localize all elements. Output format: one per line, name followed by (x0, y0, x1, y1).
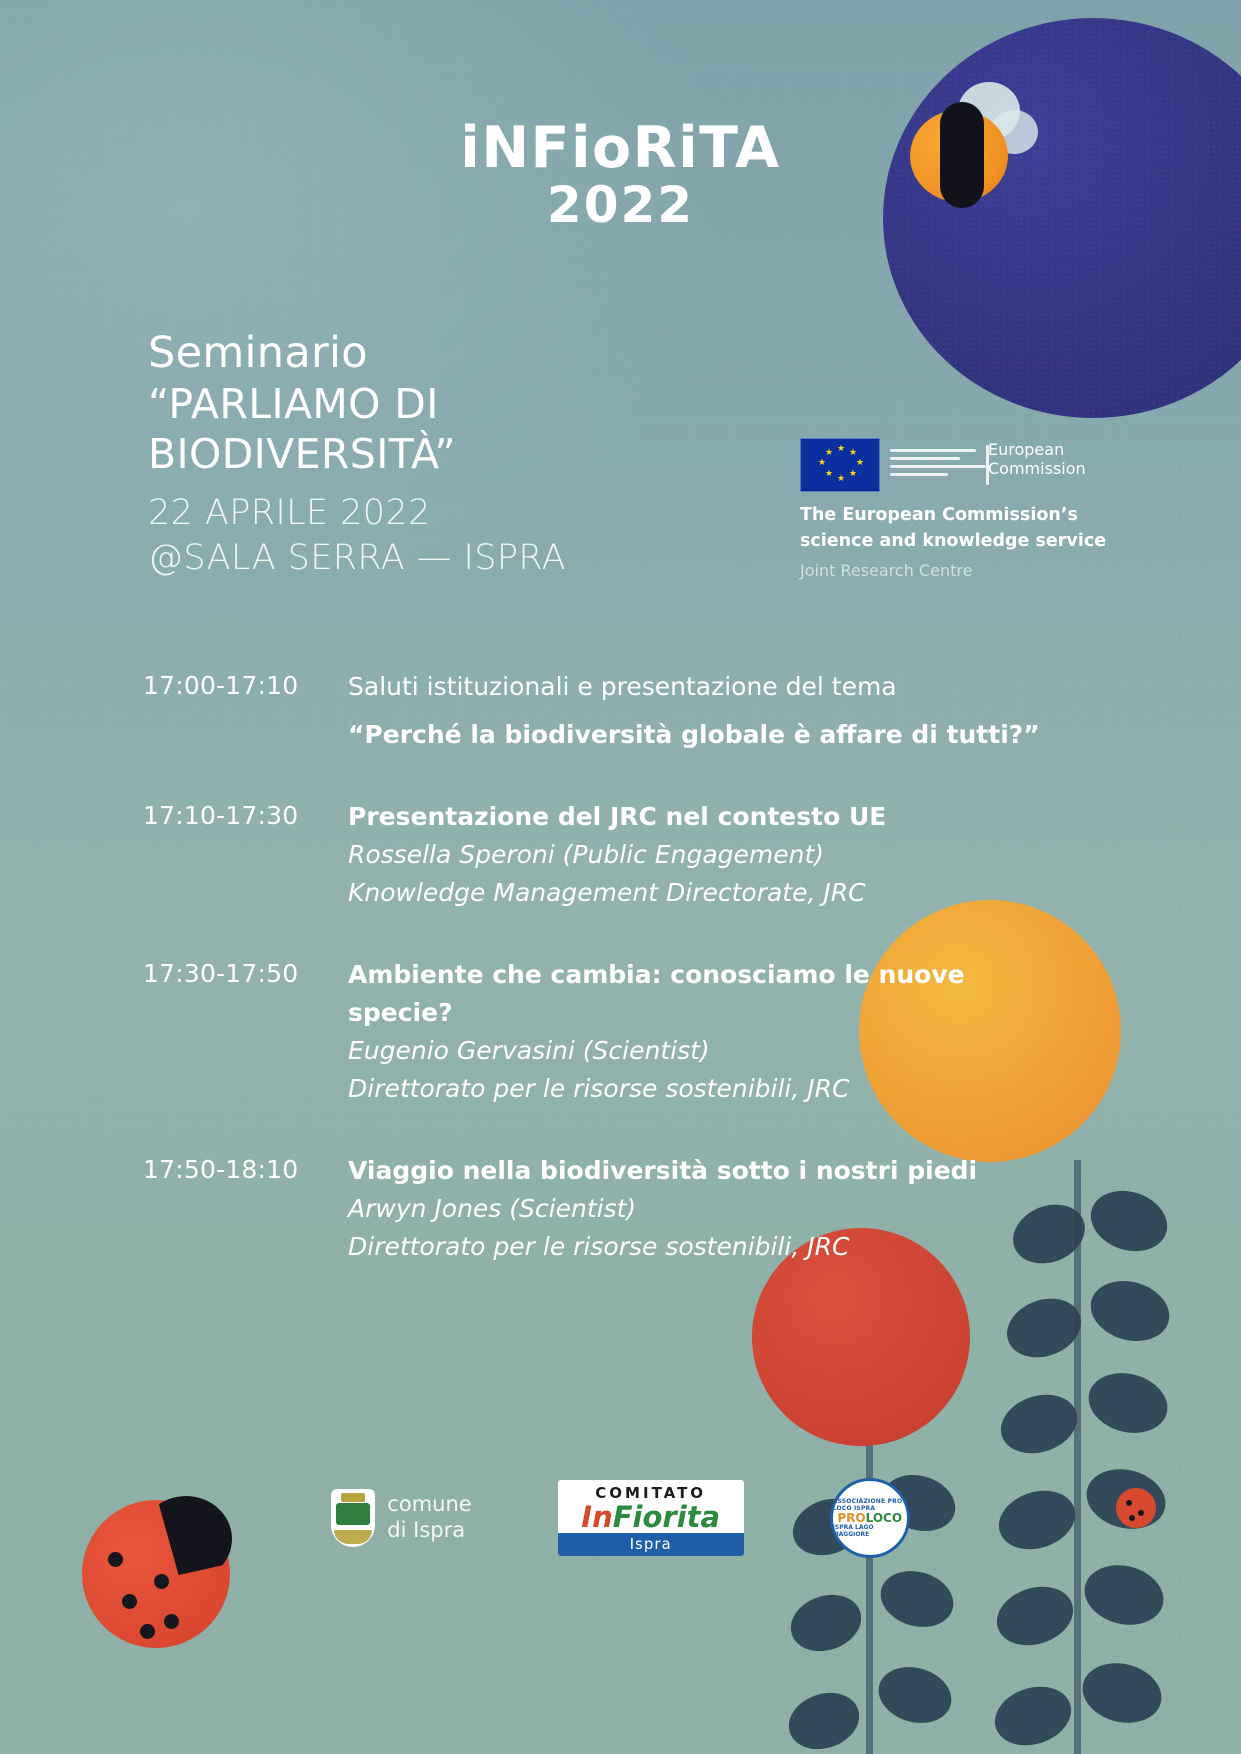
brand-year: 2022 (546, 176, 695, 234)
comune-di-ispra-logo (331, 1489, 471, 1547)
ec-jrc-label: Joint Research Centre (800, 561, 973, 581)
title-block (148, 328, 768, 580)
proloco-top-label: ASSOCIAZIONE PRO LOCO ISPRA (832, 1497, 903, 1512)
agenda-line: specie? (348, 998, 453, 1027)
infiorita-wordmark (558, 1500, 744, 1535)
agenda-line: “Perché la biodiversità globale è affare di tutti?” (348, 720, 1040, 749)
ladybug-dot-icon (122, 1594, 137, 1609)
agenda-item (143, 668, 1123, 754)
leaf-icon (783, 1586, 869, 1660)
infiorita-in-part: In (581, 1500, 613, 1535)
ec-name-line1: European (988, 440, 1065, 459)
comitato-infiorita-logo (558, 1480, 744, 1555)
leaf-icon (781, 1684, 867, 1754)
event-venue: @SALA SERRA — ISPRA (148, 537, 567, 578)
leaf-icon (1078, 1557, 1170, 1633)
agenda-line: Presentazione del JRC nel contesto UE (348, 802, 887, 831)
coat-of-arms-icon (331, 1489, 375, 1547)
agenda-time: 17:30-17:50 (143, 959, 299, 988)
leaf-icon (993, 1385, 1084, 1462)
agenda-line: Arwyn Jones (Scientist) (348, 1194, 637, 1223)
agenda-body (348, 668, 1123, 754)
agenda-item (143, 798, 1123, 912)
ladybug-dot-icon (154, 1574, 169, 1589)
agenda-line: Rossella Speroni (Public Engagement) (348, 840, 825, 869)
pro-loco-ispra-logo (830, 1478, 910, 1558)
proloco-wordmark (837, 1512, 902, 1525)
comune-line2: di Ispra (387, 1518, 466, 1542)
agenda-line: Ambiente che cambia: conosciamo le nuove (348, 960, 965, 989)
ec-name-line2: Commission (988, 459, 1086, 479)
navy-circle-decoration (883, 18, 1241, 418)
ladybug-dot-icon (164, 1614, 179, 1629)
ec-wordmark (988, 440, 1086, 478)
crest-wreath-icon (334, 1530, 372, 1544)
eu-flag-icon: ★ ★ ★ ★ ★ ★ ★ ★ (800, 438, 880, 492)
leaf-icon (874, 1563, 960, 1635)
agenda-time: 17:50-18:10 (143, 1155, 299, 1184)
ec-tagline-line2: science and knowledge service (800, 530, 1107, 551)
infiorita-city-label: Ispra (558, 1533, 744, 1556)
agenda-time: 17:00-17:10 (143, 671, 299, 700)
leaf-icon (989, 1577, 1080, 1654)
agenda-list (143, 668, 1123, 1310)
bee-illustration (910, 88, 1020, 198)
brand-name: iNFioRiTA (460, 115, 781, 181)
crest-band-icon (336, 1503, 370, 1525)
agenda-item (143, 956, 1123, 1108)
european-commission-logo-block (800, 438, 1110, 580)
infiorita-rest-part: iorita (632, 1500, 721, 1535)
agenda-body (348, 956, 1123, 1108)
agenda-body (348, 1152, 1123, 1266)
seminar-title-line2: BIODIVERSITÀ” (148, 429, 456, 478)
bee-stripe-icon (940, 102, 984, 208)
seminar-title-line1: “PARLIAMO DI (148, 379, 439, 428)
event-date: 22 APRILE 2022 (148, 492, 431, 533)
agenda-line: Eugenio Gervasini (Scientist) (348, 1036, 710, 1065)
ec-tagline-line1: The European Commission’s (800, 505, 1078, 525)
agenda-time: 17:10-17:30 (143, 801, 299, 830)
leaf-icon (1076, 1655, 1168, 1731)
agenda-line: Direttorato per le risorse sostenibili, JRC (348, 1232, 850, 1261)
leaf-icon (872, 1659, 958, 1731)
leaf-icon (987, 1677, 1078, 1754)
agenda-body (348, 798, 1123, 912)
agenda-line: Knowledge Management Directorate, JRC (348, 878, 866, 907)
proloco-bottom-label: ISPRA LAGO MAGGIORE (832, 1524, 874, 1539)
sponsor-logos (0, 1478, 1241, 1558)
crest-crown-icon (341, 1493, 365, 1502)
agenda-line: Saluti istituzionali e presentazione del tema (348, 672, 897, 701)
ladybug-dot-icon (140, 1624, 155, 1639)
agenda-item (143, 1152, 1123, 1266)
proloco-pro-part: PRO (837, 1510, 866, 1525)
comune-label (387, 1492, 471, 1543)
agenda-line: Direttorato per le risorse sostenibili, JRC (348, 1074, 850, 1103)
seminar-label: Seminario (148, 328, 368, 378)
comune-line1: comune (387, 1492, 472, 1517)
infiorita-comitato-label: COMITATO (595, 1484, 707, 1503)
proloco-loco-part: LOCO (865, 1510, 903, 1525)
leaf-icon (1082, 1365, 1174, 1442)
infiorita-f-part: F (612, 1500, 633, 1535)
agenda-line: Viaggio nella biodiversità sotto i nostri piedi (348, 1156, 978, 1185)
